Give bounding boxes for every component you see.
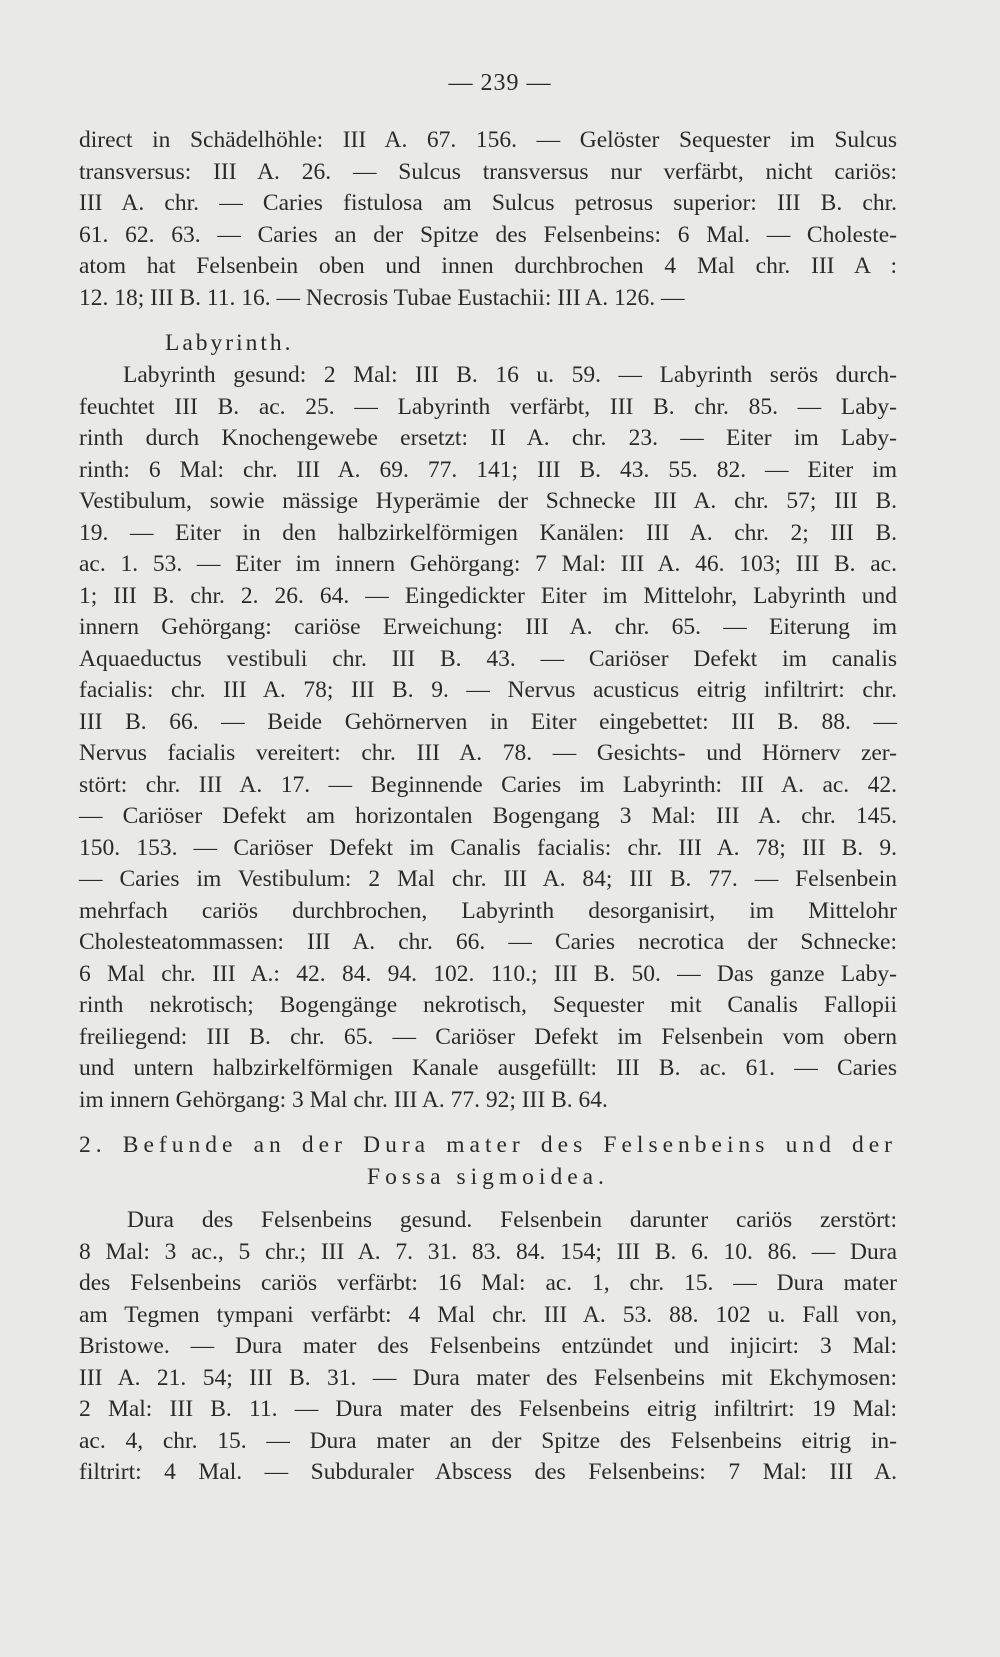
paragraph-labyrinth bbox=[79, 360, 897, 1116]
text-line: transversus: III A. 26. — Sulcus transversus nur verfärbt, nicht cariös: bbox=[79, 158, 897, 185]
text-line: 12. 18; III B. 11. 16. — Necrosis Tubae Eustachii: III A. 126. — bbox=[79, 284, 685, 311]
text-line: des Felsenbeins cariös verfärbt: 16 Mal: ac. 1, chr. 15. — Dura mater bbox=[79, 1270, 897, 1296]
text-line: Cholesteatommassen: III A. chr. 66. — Caries necrotica der Schnecke: bbox=[79, 929, 897, 955]
text-line: rinth durch Knochengewebe ersetzt: II A. chr. 23. — Eiter im Laby- bbox=[79, 425, 897, 451]
text-line: Dura des Felsenbeins gesund. Felsenbein darunter cariös zerstört: bbox=[127, 1207, 897, 1233]
text-line: rinth nekrotisch; Bogengänge nekrotisch, Sequester mit Canalis Fallopii bbox=[79, 992, 897, 1018]
text-line: III A. 21. 54; III B. 31. — Dura mater des Felsenbeins mit Ekchymosen: bbox=[79, 1364, 897, 1391]
text-line: — Cariöser Defekt am horizontalen Bogengang 3 Mal: III A. chr. 145. bbox=[79, 803, 897, 829]
page-number: — 239 — bbox=[448, 70, 552, 96]
heading-dura-mater-line1: 2. Befunde an der Dura mater des Felsenbeins und der bbox=[79, 1132, 897, 1158]
text-line: 19. — Eiter in den halbzirkelförmigen Kanälen: III A. chr. 2; III B. bbox=[79, 519, 897, 546]
text-line: Nervus facialis vereitert: chr. III A. 78. — Gesichts- und Hörnerv zer- bbox=[79, 740, 897, 766]
text-line: feuchtet III B. ac. 25. — Labyrinth verfärbt, III B. chr. 85. — Laby- bbox=[79, 393, 897, 420]
text-line: 6 Mal chr. III A.: 42. 84. 94. 102. 110.; III B. 50. — Das ganze Laby- bbox=[79, 960, 897, 987]
section-heading-labyrinth bbox=[79, 328, 897, 360]
text-line: am Tegmen tympani verfärbt: 4 Mal chr. III A. 53. 88. 102 u. Fall von, bbox=[79, 1301, 897, 1328]
text-line: III A. chr. — Caries fistulosa am Sulcus petrosus superior: III B. chr. bbox=[79, 190, 897, 216]
paragraph-caries-felsenbein bbox=[79, 125, 897, 314]
text-line: Vestibulum, sowie mässige Hyperämie der Schnecke III A. chr. 57; III B. bbox=[79, 488, 897, 514]
heading-labyrinth: Labyrinth. bbox=[165, 330, 294, 356]
text-line: Labyrinth gesund: 2 Mal: III B. 16 u. 59. — Labyrinth serös durch- bbox=[123, 362, 897, 388]
section-heading-dura-mater bbox=[79, 1130, 897, 1193]
text-line: im innern Gehörgang: 3 Mal chr. III A. 77. 92; III B. 64. bbox=[79, 1086, 608, 1113]
text-line: Bristowe. — Dura mater des Felsenbeins entzündet und injicirt: 3 Mal: bbox=[79, 1333, 897, 1359]
text-line: atom hat Felsenbein oben und innen durchbrochen 4 Mal chr. III A : bbox=[79, 253, 897, 279]
text-line: und untern halbzirkelförmigen Kanale ausgefüllt: III B. ac. 61. — Caries bbox=[79, 1055, 897, 1081]
text-line: 150. 153. — Cariöser Defekt im Canalis facialis: chr. III A. 78; III B. 9. bbox=[79, 834, 897, 861]
text-line: Aquaeductus vestibuli chr. III B. 43. — Cariöser Defekt im canalis bbox=[79, 645, 897, 672]
text-line: — Caries im Vestibulum: 2 Mal chr. III A. 84; III B. 77. — Felsenbein bbox=[79, 866, 897, 892]
text-line: 1; III B. chr. 2. 26. 64. — Eingedickter Eiter im Mittelohr, Labyrinth und bbox=[79, 582, 897, 609]
text-line: III B. 66. — Beide Gehörnerven in Eiter eingebettet: III B. 88. — bbox=[79, 708, 897, 735]
text-line: facialis: chr. III A. 78; III B. 9. — Nervus acusticus eitrig infiltrirt: chr. bbox=[79, 677, 897, 703]
text-line: ac. 1. 53. — Eiter im innern Gehörgang: 7 Mal: III A. 46. 103; III B. ac. bbox=[79, 551, 897, 577]
text-line: 61. 62. 63. — Caries an der Spitze des Felsenbeins: 6 Mal. — Choleste- bbox=[79, 221, 897, 248]
text-line: innern Gehörgang: cariöse Erweichung: III A. chr. 65. — Eiterung im bbox=[79, 614, 897, 640]
text-line: filtrirt: 4 Mal. — Subduraler Abscess des Felsenbeins: 7 Mal: III A. bbox=[79, 1459, 897, 1485]
text-line: 2 Mal: III B. 11. — Dura mater des Felsenbeins eitrig infiltrirt: 19 Mal: bbox=[79, 1396, 897, 1422]
text-line: rinth: 6 Mal: chr. III A. 69. 77. 141; III B. 43. 55. 82. — Eiter im bbox=[79, 456, 897, 483]
text-line: ac. 4, chr. 15. — Dura mater an der Spitze des Felsenbeins eitrig in- bbox=[79, 1427, 897, 1454]
text-line: stört: chr. III A. 17. — Beginnende Caries im Labyrinth: III A. ac. 42. bbox=[79, 771, 897, 798]
text-line: freiliegend: III B. chr. 65. — Cariöser Defekt im Felsenbein vom obern bbox=[79, 1023, 897, 1050]
text-line: mehrfach cariös durchbrochen, Labyrinth desorganisirt, im Mittelohr bbox=[79, 897, 897, 924]
text-line: direct in Schädelhöhle: III A. 67. 156. — Gelöster Sequester im Sulcus bbox=[79, 127, 897, 153]
text-line: 8 Mal: 3 ac., 5 chr.; III A. 7. 31. 83. 84. 154; III B. 6. 10. 86. — Dura bbox=[79, 1238, 897, 1265]
paragraph-dura-mater bbox=[79, 1205, 897, 1489]
heading-dura-mater-line2: Fossa sigmoidea. bbox=[367, 1163, 609, 1190]
